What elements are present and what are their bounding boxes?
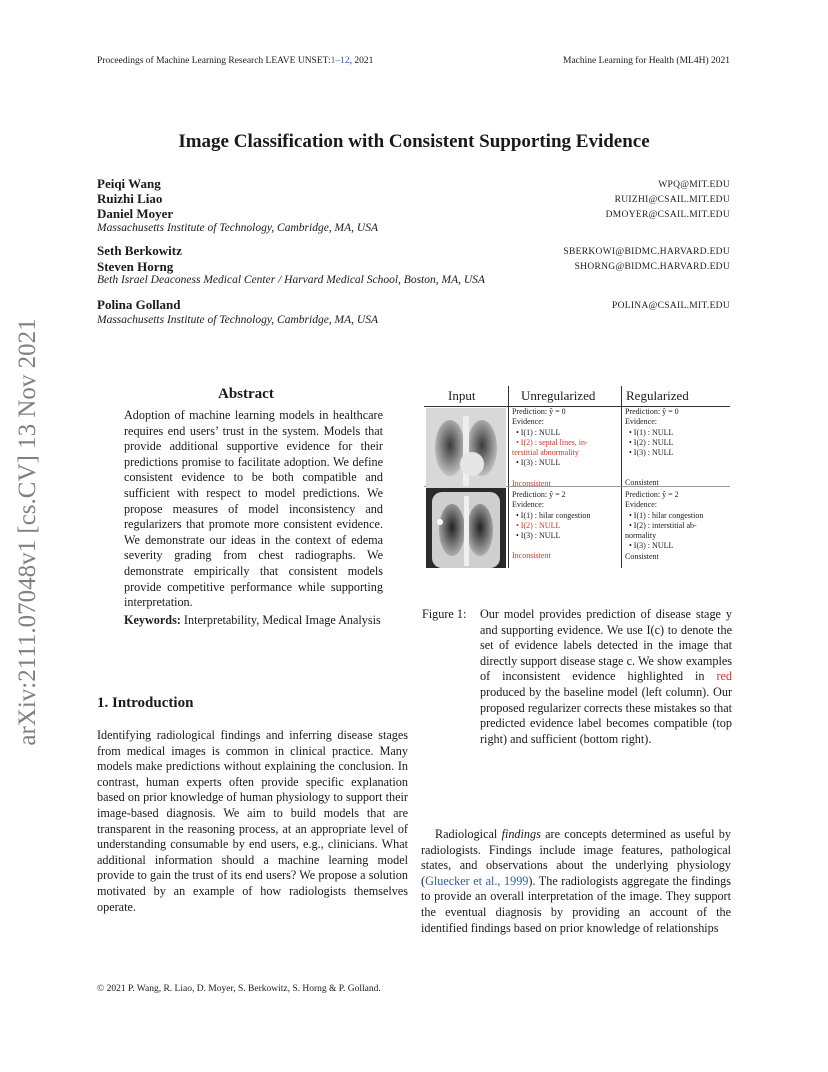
arxiv-stamp: arXiv:2111.07048v1 [cs.CV] 13 Nov 2021 (14, 318, 41, 746)
author-email: DMOYER@CSAIL.MIT.EDU (605, 210, 730, 220)
author-name: Polina Golland (97, 297, 181, 312)
author-email: RUIZHI@CSAIL.MIT.EDU (614, 195, 730, 205)
author-email: POLINA@CSAIL.MIT.EDU (611, 301, 730, 311)
keywords: Interpretability, Medical Image Analysis (183, 612, 381, 627)
affiliation: Massachusetts Institute of Technology, Cambridge, MA, USA (97, 222, 378, 234)
running-header-left: Proceedings of Machine Learning Research LEAVE UNSET:1–12, 2021 (97, 56, 374, 66)
paper-title: Image Classification with Consistent Supporting Evidence (178, 131, 650, 152)
page-range-link[interactable]: 1–12 (330, 56, 350, 66)
affiliation: Massachusetts Institute of Technology, Cambridge, MA, USA (97, 314, 378, 326)
status-consistent: Consistent (625, 478, 659, 488)
chest-xray-image (426, 488, 506, 568)
abstract-heading: Abstract (218, 386, 274, 402)
evidence-cell-row1-regularized: Prediction: ŷ = 0 Evidence: • I(1) : NULL • I(2) : NULL • I(3) : NULL Consistent (625, 407, 729, 489)
table-divider (508, 386, 509, 568)
citation-link[interactable]: Gluecker et al., 1999 (425, 873, 529, 888)
chest-xray-image (426, 408, 506, 488)
intro-paragraph: Identifying radiological findings and inferring disease stages from medical images is common in clinical practice. Many models make predictions without explaining the conclusion. In contrast, human experts often provide specific explanation based on prior knowledge of human physiology to support their image-based diagnosis. We aim to build models that are transparent in the reasoning process, at an appropriate level of understanding consumable by end users, e.g., clinicians. What additional information should a machine learning model provide to gain the trust of its end users? We propose a solution motivated by an example of how radiologists themselves operate. (97, 728, 408, 914)
findings-paragraph: Radiological findings are concepts determined as useful by radiologists. Findings include image features, pathological states, and observations about the underlying physiology (Gluecker et al., 1999). The radiologists aggregate the findings to provide an overall interpretation of the image. They support the eventual diagnosis by providing an account of the identified findings based on prior knowledge of relationships (421, 827, 731, 935)
running-header-right: Machine Learning for Health (ML4H) 2021 (563, 56, 730, 66)
caption-red-word: red (716, 669, 732, 684)
author-name: Seth Berkowitz (97, 243, 182, 258)
column-header-unregularized: Unregularized (521, 388, 596, 403)
author-email: WPQ@MIT.EDU (658, 180, 730, 190)
copyright-footer: © 2021 P. Wang, R. Liao, D. Moyer, S. Berkowitz, S. Horng & P. Golland. (97, 984, 381, 994)
column-header-input: Input (448, 388, 476, 403)
table-divider (621, 386, 622, 568)
evidence-cell-row2-regularized: Prediction: ŷ = 2 Evidence: • I(1) : hilar congestion • I(2) : interstitial ab- normality • I(3) : NULL Consistent (625, 490, 729, 562)
column-header-regularized: Regularized (626, 388, 689, 403)
author-name: Ruizhi Liao (97, 191, 163, 206)
affiliation: Beth Israel Deaconess Medical Center / Harvard Medical School, Boston, MA, USA (97, 274, 485, 286)
abstract-body: Adoption of machine learning models in healthcare requires end users’ trust in the system. Models that provide additional supportive evidence for their predictions promise to facilitate adoption. We define consistent evidence to be both compatible and sufficient with respect to model predictions. We propose measures of model inconsistency and regularizers that promote more consistent evidence. We demonstrate our ideas in the context of edema severity grading from chest radiographs. We demonstrate empirically that consistent models provide competitive performance while supporting interpretation. Keywords: Interpretability, Medical Image Analysis (124, 408, 383, 627)
status-inconsistent: Inconsistent (512, 551, 551, 561)
author-name: Daniel Moyer (97, 206, 174, 221)
figure-label: Figure 1: (422, 607, 467, 621)
section-heading: 1. Introduction (97, 695, 194, 711)
author-name: Steven Horng (97, 259, 174, 274)
keywords-label: Keywords: (124, 612, 181, 627)
author-email: SHORNG@BIDMC.HARVARD.EDU (574, 262, 730, 272)
figure-1 (424, 384, 730, 568)
status-inconsistent: Inconsistent (512, 478, 551, 488)
author-name: Peiqi Wang (97, 176, 161, 191)
evidence-cell-row1-unregularized: Prediction: ŷ = 0 Evidence: • I(1) : NULL • I(2) : septal lines, in- terstitial abnormality • I(3) : NULL Inconsistent (512, 407, 618, 489)
status-consistent: Consistent (625, 551, 659, 561)
evidence-cell-row2-unregularized: Prediction: ŷ = 2 Evidence: • I(1) : hilar congestion • I(2) : NULL • I(3) : NULL Inconsistent (512, 490, 618, 562)
author-email: SBERKOWI@BIDMC.HARVARD.EDU (563, 247, 730, 257)
